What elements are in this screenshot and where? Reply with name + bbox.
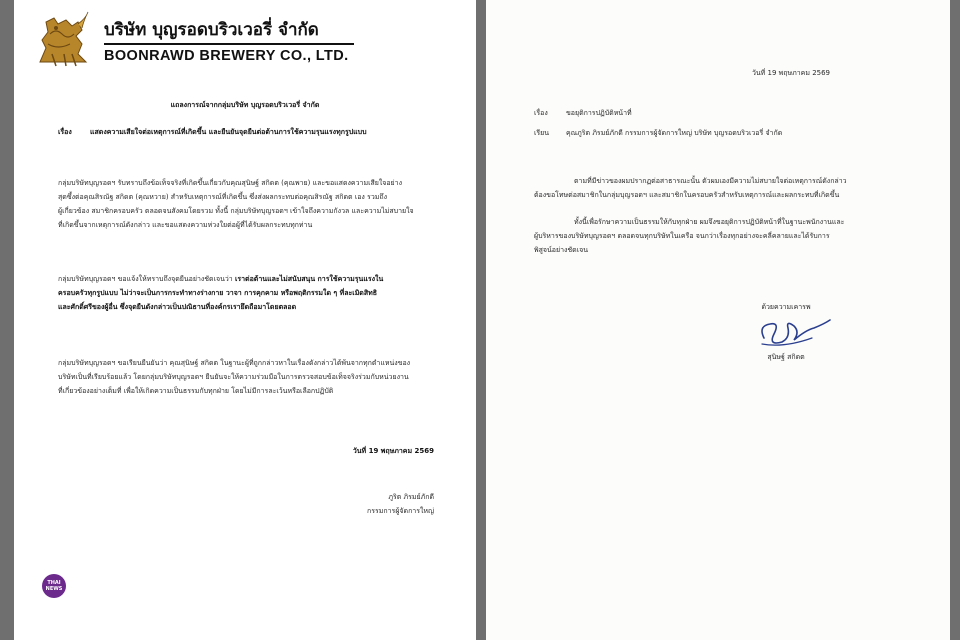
statement-page	[14, 0, 476, 640]
statement-heading: แถลงการณ์จากกลุ่มบริษัท บุญรอดบริวเวอรี่ จำกัด	[170, 101, 320, 109]
paragraph-line: ตามที่มีข่าวของผมปรากฏต่อสาธารณะนั้น ตัวผมเองมีความไม่สบายใจต่อเหตุการณ์ดังกล่าว	[574, 177, 847, 185]
statement-paragraph-2	[58, 272, 438, 314]
paragraph-line: ต้องขอโทษต่อสมาชิกในกลุ่มบุญรอดฯ และสมาชิกในครอบครัวสำหรับเหตุการณ์และผลกระทบที่เกิดขึ้น	[534, 191, 840, 199]
paragraph-line: กลุ่มบริษัทบุญรอดฯ ขอเรียนยืนยันว่า คุณสุนิษฐ์ สกิดต ในฐานะผู้ที่ถูกกล่าวหาในเรื่องดังกล่าวได้พ้นจากทุกตำแหน่งของ	[58, 359, 411, 367]
subject-text: ขอยุติการปฏิบัติหน้าที่	[566, 109, 632, 117]
recipient-label: เรียน	[534, 129, 550, 137]
recipient-text: คุณภูริต ภิรมย์ภักดี กรรมการผู้จัดการใหญ่ บริษัท บุญรอดบริวเวอรี่ จำกัด	[566, 129, 783, 137]
letter-paragraph-1	[534, 174, 914, 202]
letter-date: วันที่ 19 พฤษภาคม 2569	[751, 69, 831, 77]
handwritten-signature-icon	[754, 312, 834, 352]
signer-name: ภูริต ภิรมย์ภักดี	[388, 493, 434, 501]
letter-signer-name: สุนิษฐ์ สกิดต	[767, 353, 805, 361]
letter-closing: ด้วยความเคารพ	[761, 303, 811, 311]
paragraph-line: ทั้งนี้เพื่อรักษาความเป็นธรรมให้กับทุกฝ่าย ผมจึงขอยุติการปฏิบัติหน้าที่ในฐานะพนักงานและ	[574, 218, 845, 226]
statement-subject	[58, 125, 438, 139]
letter-recipient	[534, 126, 914, 140]
subject-text: แสดงความเสียใจต่อเหตุการณ์ที่เกิดขึ้น และยืนยันจุดยืนต่อต้านการใช้ความรุนแรงทุกรูปแบบ	[90, 128, 367, 136]
letter-paragraph-2	[534, 215, 914, 257]
badge-line-1: THAI	[47, 580, 61, 586]
letter-subject	[534, 106, 914, 120]
signer-title: กรรมการผู้จัดการใหญ่	[367, 507, 434, 515]
paragraph-line: และศักดิ์ศรีของผู้อื่น ซึ่งจุดยืนดังกล่าวเป็นปณิธานที่องค์กรเรายึดถือมาโดยตลอด	[58, 303, 297, 311]
subject-label: เรื่อง	[534, 109, 548, 117]
paragraph-line: กลุ่มบริษัทบุญรอดฯ รับทราบถึงข้อเท็จจริงที่เกิดขึ้นเกี่ยวกับคุณสุนิษฐ์ สกิดต (คุณพาย) และขอแสดงความเสียใจอย่าง	[58, 179, 403, 187]
company-name-english: BOONRAWD BREWERY CO., LTD.	[104, 48, 349, 64]
paragraph-line: พิสูจน์อย่างชัดเจน	[534, 246, 589, 254]
singha-lion-logo-icon	[32, 10, 94, 72]
letterhead-divider	[104, 43, 354, 45]
company-name-thai: บริษัท บุญรอดบริวเวอรี่ จำกัด	[104, 20, 319, 40]
badge-line-2: NEWS	[45, 586, 63, 592]
statement-paragraph-1	[58, 176, 438, 232]
statement-signer	[314, 490, 434, 518]
paragraph-line: ผู้บริหารของบริษัทบุญรอดฯ ตลอดจนทุกบริษัทในเครือ จนกว่าเรื่องทุกอย่างจะคลี่คลายและได้รับการ	[534, 232, 830, 240]
letterhead	[32, 10, 352, 72]
paragraph-line: สุดซึ้งต่อคุณสิรณัฐ สกิดต (คุณหวาย) สำหรับเหตุการณ์ที่เกิดขึ้น ซึ่งส่งผลกระทบต่อคุณสิรณัฐ สกิดต เอง รวมถึง	[58, 193, 388, 201]
paragraph-line: ที่เกิดขึ้นจากเหตุการณ์ดังกล่าว และขอแสดงความห่วงใยต่อผู้ที่ได้รับผลกระทบทุกท่าน	[58, 221, 313, 229]
paragraph-line: ที่เกี่ยวข้องอย่างเต็มที่ เพื่อให้เกิดความเป็นธรรมกับทุกฝ่าย โดยไม่มีการละเว้นหรือเลือกปฏิบัติ	[58, 387, 334, 395]
subject-label: เรื่อง	[58, 128, 72, 136]
paragraph-line: ผู้เกี่ยวข้อง สมาชิกครอบครัว ตลอดจนสังคมโดยรวม ทั้งนี้ กลุ่มบริษัทบุญรอดฯ เข้าใจถึงความกังวล และความไม่สบายใจ	[58, 207, 414, 215]
paragraph-line: ครอบครัวทุกรูปแบบ ไม่ว่าจะเป็นการกระทำทางร่างกาย วาจา การคุกคาม หรือพฤติกรรมใด ๆ ที่ละเมิดสิทธิ	[58, 289, 378, 297]
paragraph-lead: กลุ่มบริษัทบุญรอดฯ ขอแจ้งให้ทราบถึงจุดยืนอย่างชัดเจนว่า	[58, 275, 233, 283]
paragraph-line: บริษัทเป็นที่เรียบร้อยแล้ว โดยกลุ่มบริษัทบุญรอดฯ ยืนยันจะให้ความร่วมมือในการตรวจสอบข้อเท็จจริงร่วมกับหน่วยงาน	[58, 373, 409, 381]
thainews-logo-icon	[42, 574, 66, 598]
paragraph-bold: เราต่อต้านและไม่สนับสนุน การใช้ความรุนแรงใน	[234, 275, 384, 283]
statement-paragraph-3	[58, 356, 438, 398]
statement-date: วันที่ 19 พฤษภาคม 2569	[352, 447, 434, 455]
resignation-letter-page	[486, 0, 950, 640]
